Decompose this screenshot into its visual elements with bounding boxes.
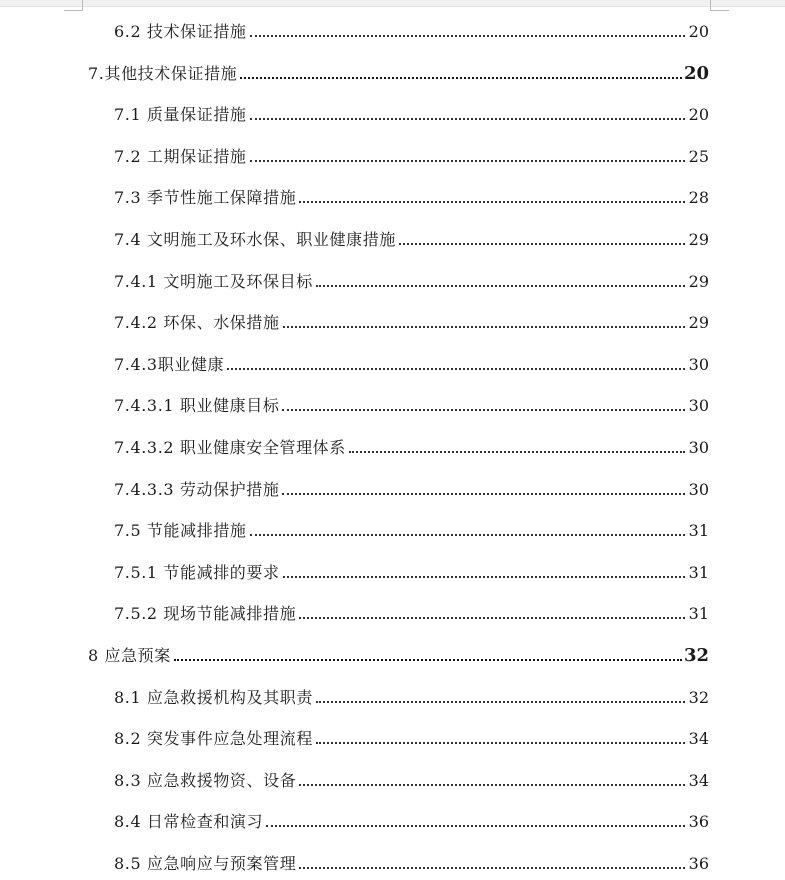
dot-leader	[299, 867, 685, 869]
toc-section-entry[interactable]	[114, 765, 709, 791]
toc-page-number: 30	[688, 354, 709, 374]
toc-chapter-entry[interactable]	[88, 640, 709, 666]
dot-leader	[250, 534, 685, 536]
toc-section-entry[interactable]	[114, 349, 709, 375]
toc-page-number: 29	[688, 230, 709, 249]
toc-page-number: 30	[688, 479, 709, 499]
toc-section-entry[interactable]	[114, 307, 709, 333]
dot-leader	[174, 659, 682, 661]
toc-entry-title: 8.3 应急救援物资、设备	[114, 770, 297, 790]
toc-page-number: 30	[688, 438, 709, 457]
toc-entry-title: 7.4.2 环保、水保措施	[114, 313, 280, 333]
toc-page-number: 31	[688, 604, 709, 624]
toc-entry-title: 8.1 应急救援机构及其职责	[114, 687, 313, 707]
toc-page-number: 30	[688, 396, 709, 416]
toc-section-entry[interactable]	[114, 141, 709, 167]
dot-leader	[299, 201, 685, 203]
dot-leader	[240, 77, 682, 79]
toc-page-number: 31	[688, 521, 709, 541]
dot-leader	[250, 118, 685, 120]
dot-leader	[316, 701, 685, 703]
toc-entry-title: 7.5 节能减排措施	[114, 521, 247, 541]
dot-leader	[316, 742, 685, 744]
toc-section-entry[interactable]	[114, 390, 709, 416]
toc-entry-title: 7.4.3.2 职业健康安全管理体系	[114, 438, 346, 457]
dot-leader	[283, 326, 685, 328]
dot-leader	[299, 784, 685, 786]
toc-section-entry[interactable]	[114, 848, 709, 874]
toc-section-entry[interactable]	[114, 266, 709, 292]
toc-entry-title: 7.4 文明施工及环水保、职业健康措施	[114, 230, 396, 249]
dot-leader	[250, 35, 685, 37]
toc-page-number: 36	[688, 854, 709, 873]
toc-entry-title: 8 应急预案	[88, 646, 171, 665]
dot-leader	[266, 825, 685, 827]
toc-section-entry[interactable]	[114, 224, 709, 250]
dot-leader	[227, 368, 685, 370]
toc-section-entry[interactable]	[114, 474, 709, 500]
toc-section-entry[interactable]	[114, 99, 709, 125]
toc-page-number: 28	[688, 188, 709, 208]
toc-page-number: 32	[688, 687, 709, 707]
toc-page-number: 20	[688, 22, 709, 41]
toc-entry-title: 8.2 突发事件应急处理流程	[114, 729, 313, 749]
toc-entry-title: 8.4 日常检查和演习	[114, 812, 264, 832]
toc-entry-title: 7.4.3职业健康	[114, 354, 225, 374]
toc-entry-title: 7.1 质量保证措施	[114, 105, 247, 125]
toc-page-number: 20	[688, 105, 709, 125]
toc-section-entry[interactable]	[114, 16, 709, 42]
dot-leader	[282, 493, 685, 495]
toc-page-number: 29	[688, 271, 709, 291]
toc-page-number: 29	[688, 313, 709, 333]
toc-page-number: 34	[688, 729, 709, 749]
toc-entry-title: 6.2 技术保证措施	[114, 22, 247, 41]
dot-leader	[349, 451, 685, 453]
toc-page-number: 32	[683, 645, 709, 666]
toc-entry-title: 7.2 工期保证措施	[114, 146, 247, 166]
toc-entry-title: 7.4.3.3 劳动保护措施	[114, 479, 280, 499]
toc-section-entry[interactable]	[114, 432, 709, 458]
toc-page-number: 36	[688, 812, 709, 832]
toc-section-entry[interactable]	[114, 723, 709, 749]
toc-entry-title: 7.5.1 节能减排的要求	[114, 562, 280, 582]
toc-section-entry[interactable]	[114, 182, 709, 208]
toc-entry-title: 7.3 季节性施工保障措施	[114, 188, 297, 208]
dot-leader	[283, 576, 685, 578]
toc-section-entry[interactable]	[114, 598, 709, 624]
toc-page-number: 25	[688, 146, 709, 166]
dot-leader	[299, 617, 685, 619]
toc-entry-title: 8.5 应急响应与预案管理	[114, 854, 297, 873]
dot-leader	[282, 409, 685, 411]
toc-section-entry[interactable]	[114, 557, 709, 583]
toc-page-number: 34	[688, 770, 709, 790]
toc-entry-title: 7.其他技术保证措施	[88, 63, 238, 83]
toc-page-number: 31	[688, 562, 709, 582]
dot-leader	[250, 160, 685, 162]
toc-chapter-entry[interactable]	[88, 58, 709, 84]
toc-entry-title: 7.4.1 文明施工及环保目标	[114, 271, 313, 291]
toc-page-number: 20	[683, 62, 709, 84]
toc-entry-title: 7.4.3.1 职业健康目标	[114, 396, 280, 416]
dot-leader	[316, 285, 685, 287]
toc-section-entry[interactable]	[114, 515, 709, 541]
toc-entry-title: 7.5.2 现场节能减排措施	[114, 604, 297, 624]
toc-section-entry[interactable]	[114, 806, 709, 832]
toc-section-entry[interactable]	[114, 682, 709, 708]
dot-leader	[399, 243, 685, 245]
